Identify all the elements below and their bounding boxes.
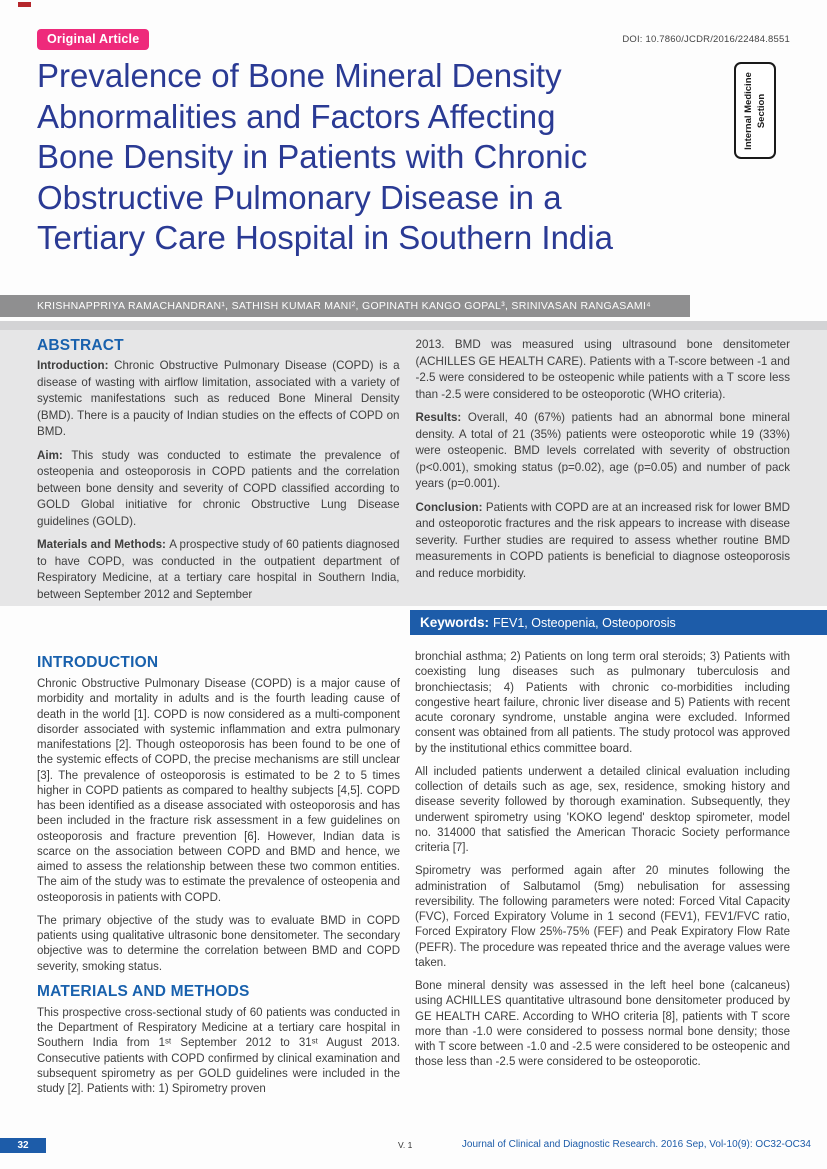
section-heading: INTRODUCTION [37,654,159,671]
footer-citation: Journal of Clinical and Diagnostic Research. 2016 Sep, Vol-10(9): OC32-OC34 [461,1139,811,1150]
paragraph-lead: Conclusion: [415,500,486,514]
article-title [37,56,613,259]
title-line: Abnormalities and Factors Affecting [37,97,556,135]
abstract-section [0,330,827,606]
article-type-badge: Original Article [37,29,149,50]
doi-text: DOI: 10.7860/JCDR/2016/22484.8551 [622,34,790,45]
keywords-text: FEV1, Osteopenia, Osteoporosis [493,616,676,630]
keywords-label: Keywords: [420,615,490,630]
body-columns [37,650,790,1105]
paragraph: Introduction: Chronic Obstructive Pulmonary Disease (COPD) is a disease of wasting with airflow limitation, associated with a variety of systemic manifestations such as reduced Bone Mineral Density (BMD). There is a paucity of Indian studies on the effects of COPD on BMD. [37,359,400,438]
paragraph: Results: Overall, 40 (67%) patients had an abnormal bone mineral density. A total of 21 (35%) patients were osteoporotic while 19 (33%) were osteopenic. BMD levels correlated with severity of obstruction (p<0.001), smoking status (p=0.02), age (p=0.05) and number of pack years (p=0.001). [415,411,790,490]
title-line: Prevalence of Bone Mineral Density [37,57,562,94]
paragraph: Materials and Methods: A prospective study of 60 patients diagnosed to have COPD, was conducted in the outpatient department of Respiratory Medicine, at a tertiary care hospital in Southern India, between September 2012 and September [37,538,400,601]
paragraph: Spirometry was performed again after 20 minutes following the administration of Salbutamol (5mg) nebulisation for assessing reversibility. The following parameters were noted: Forced Vital Capacity (FVC), Forced Expiratory Volume in 1 second (FEV1), FEV1/FVC ratio, Forced Expiratory Flow 25%-75% (FEF) and Peak Expiratory Flow Rate (PEFR). The procedure was repeated thrice and the average values were taken. [415,865,790,969]
paragraph: All included patients underwent a detailed clinical evaluation including collection of details such as age, sex, residence, smoking history and disease severity followed by thorough examination. Subsequently, they underwent spirometry using 'KOKO legend' desktop spirometer, model no. 314000 that satisfied the American Thoracic Society performance criteria [7]. [415,765,790,854]
title-line: Tertiary Care Hospital in Southern India [37,219,613,256]
journal-section-label [736,64,774,157]
journal-section-box [734,62,776,159]
paragraph: Bone mineral density was assessed in the left heel bone (calcaneus) using ACHILLES quantitative ultrasound bone densitometer produced by GE HEALTH CARE. According to WHO criteria [8], patients with T score more than -1.0 were considered to possess normal bone density; those with T score between -1.0 and -2.5 were considered to be osteopenic and those less than -2.5 were considered to be osteoporotic. [415,980,790,1069]
abstract-column-left [37,337,400,610]
paragraph-lead: Aim: [37,448,72,462]
footer-page-number: 32 [0,1138,46,1153]
section-heading: ABSTRACT [37,337,124,354]
paragraph: The primary objective of the study was to evaluate BMD in COPD patients using qualitative ultrasonic bone densitometer. The secondary objective was to determine the correlation between BMD and COPD severity, smoking status. [37,914,400,973]
paragraph-lead: Materials and Methods: [37,538,170,551]
abstract-column-right [416,337,790,610]
page-corner-mark [18,2,31,7]
authors-bar: KRISHNAPPRIYA RAMACHANDRAN¹, SATHISH KUMAR MANI², GOPINATH KANGO GOPAL³, SRINIVASAN RANGASAMI⁴ [0,295,690,317]
paragraph-lead: Introduction: [37,359,115,372]
paragraph: bronchial asthma; 2) Patients on long term oral steroids; 3) Patients with coexisting lung diseases such as pulmonary tuberculosis and bronchiectasis; 4) Patients with chronic co-morbidities including congestive heart failure, chronic liver disease and 5) Patients with recent acute coronary syndrome, unstable angina were excluded. Informed consent was obtained from all patients. The study protocol was approved by the institutional ethics committee board. [415,651,790,755]
title-line: Obstructive Pulmonary Disease in a [37,178,562,216]
paragraph: 2013. BMD was measured using ultrasound bone densitometer (ACHILLES GE HEALTH CARE). Patients with a T-score between -1 and -2.5 were considered to be osteopenic while patients with a T score less than -2.5 were considered to be osteoporotic (WHO criteria). [415,338,790,401]
paragraph: Aim: This study was conducted to estimate the prevalence of osteopenia and osteoporosis in COPD patients and the correlation between bone density and severity of COPD classified according to GOLD Global initiative for chronic Obstructive Lung Disease guidelines (GOLD). [37,448,400,528]
body-column-left [37,650,400,1105]
keywords-bar [410,610,827,635]
paragraph-lead: Results: [415,411,468,424]
paragraph: This prospective cross-sectional study of 60 patients was conducted in the Department of Respiratory Medicine at a tertiary care hospital in Southern India from 1ˢᵗ September 2012 to 31ˢᵗ August 2013. Consecutive patients with COPD confirmed by clinical examination and subsequent spirometry as per GOLD guidelines were included in the study [2]. Patients with: 1) Spirometry proven [37,1006,400,1095]
journal-section-line2: Section [756,93,767,128]
paragraph: Conclusion: Patients with COPD are at an increased risk for lower BMD and osteoporotic fractures and the risk appears to increase with disease severity. Further studies are required to assess whether routine BMD measurements in COPD patients is beneficial to diagnose osteoporosis and reduce morbidity. [415,500,791,580]
paragraph: Chronic Obstructive Pulmonary Disease (COPD) is a major cause of morbidity and mortality in adults and is the fourth leading cause of death in the world [1]. COPD is now considered as a multi-component disorder associated with systemic inflammation and extra pulmonary manifestations [2]. Though osteoporosis has been found to be one of the systemic effects of COPD, the precise mechanisms are still unclear [3]. The prevalence of osteoporosis is estimated to be 2 to 5 times higher in COPD patients as compared to healthy subjects [4,5]. COPD has been identified as a disease associated with osteoporosis and has been included in the fracture risk assessment in a few guidelines on osteoporosis and fracture prevention [6]. However, Indian data is scarce on the association between COPD and BMD and hence, we aimed to assess the relationship between these two common entities. The aim of the study was to estimate the prevalence of osteopenia and osteoporosis in patients with COPD. [37,678,400,904]
footer-version: V. 1 [398,1140,413,1150]
journal-section-line1: Internal Medicine [743,71,754,150]
body-column-right [415,650,790,1105]
abstract-columns [0,330,827,610]
section-heading: MATERIALS AND METHODS [37,982,250,1000]
divider-strip [0,321,827,330]
title-line: Bone Density in Patients with Chronic [37,138,588,175]
